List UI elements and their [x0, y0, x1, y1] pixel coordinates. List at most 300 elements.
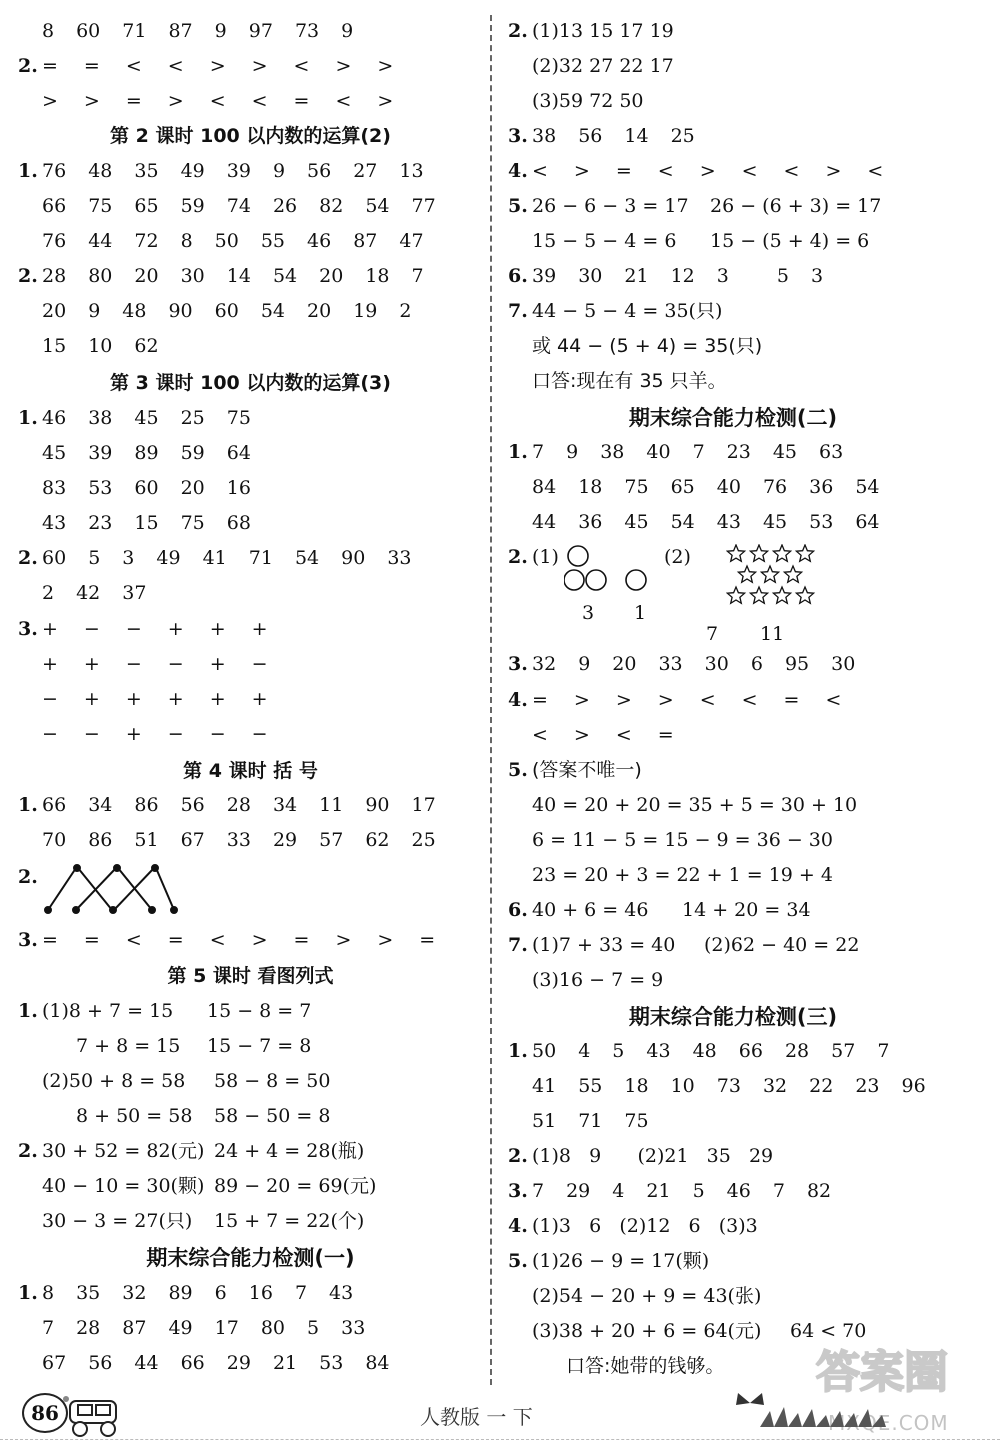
answer-value: −	[42, 723, 58, 745]
answer-value: −	[251, 653, 268, 675]
answer-value: 72	[134, 230, 159, 252]
answer-value: =	[657, 724, 674, 746]
section-heading: 第 5 课时 看图列式	[167, 965, 334, 987]
footer-rule	[0, 1439, 1000, 1440]
answer-value: −	[125, 653, 142, 675]
answer-row	[18, 994, 311, 1029]
answer-row	[18, 401, 273, 436]
answer-value: 87	[122, 1317, 147, 1339]
star-icon	[727, 587, 744, 603]
answer-value: 48	[692, 1040, 717, 1062]
answer-value: 59	[180, 442, 205, 464]
answer-row	[18, 1311, 387, 1346]
equation: (2)50 + 8 = 58	[42, 1070, 186, 1092]
answer-value: 19	[353, 300, 378, 322]
answer-value: −	[167, 723, 184, 745]
answer-value: 46	[42, 407, 67, 429]
answer-value: 6	[750, 653, 763, 675]
answer-value: 16	[248, 1282, 273, 1304]
answer-value: +	[209, 618, 226, 640]
answer-value: 30	[578, 265, 603, 287]
answer-row	[508, 647, 877, 682]
answer-value: 32	[762, 1075, 788, 1097]
answer-value: 7	[772, 1180, 785, 1202]
answer-row	[18, 189, 458, 224]
equation: (1)26 − 9 = 17(颗)	[532, 1250, 710, 1272]
answer-value: 45	[624, 511, 649, 533]
answer-row	[18, 647, 294, 682]
answer-value: 90	[341, 547, 366, 569]
answer-value: 65	[134, 195, 159, 217]
answer-row	[508, 470, 902, 505]
answer-value: 60	[76, 20, 101, 42]
answer-value: 18	[365, 265, 390, 287]
equation: 40 = 20 + 20 = 35 + 5 = 30 + 10	[532, 794, 858, 816]
equation: 26 − 6 − 3 = 17	[532, 195, 689, 217]
answer-value: 29	[226, 1352, 251, 1374]
answer-value: 23	[855, 1075, 880, 1097]
equation: (3)38 + 20 + 6 = 64(元)	[532, 1320, 762, 1342]
answer-row	[508, 154, 909, 189]
answer-value: 7	[877, 1040, 890, 1062]
answer-value: 7	[411, 265, 424, 287]
matching-lines-diagram	[40, 860, 190, 920]
equation: 23 = 20 + 3 = 22 + 1 = 19 + 4	[532, 864, 833, 886]
answer-value: 76	[42, 160, 67, 182]
answer-value: 20	[612, 653, 637, 675]
equation: 58 − 50 = 8	[214, 1105, 331, 1127]
answer-value: >	[825, 160, 842, 182]
answer-value: 43	[716, 511, 741, 533]
column-divider	[490, 15, 492, 1385]
answer-value: 7	[42, 1317, 55, 1339]
answer-value: +	[251, 618, 268, 640]
answer-row	[508, 718, 700, 753]
question-number: 7.	[508, 300, 528, 322]
answer-value: 70	[42, 829, 67, 851]
answer-row	[508, 1139, 773, 1174]
answer-value: 76	[762, 476, 788, 498]
answer-row	[18, 612, 294, 647]
question-number: 2.	[18, 265, 38, 287]
answer-value: 7	[706, 623, 719, 645]
answer-value: 45	[772, 441, 798, 463]
answer-value: 46	[307, 230, 332, 252]
answer-value: 14	[226, 265, 251, 287]
question-number: 2.	[508, 20, 528, 42]
answer-value: 87	[353, 230, 378, 252]
answer-value: =	[125, 90, 142, 112]
comparison: 64 < 70	[790, 1320, 867, 1342]
answer-value: 16	[226, 477, 251, 499]
answer-value: =	[83, 55, 100, 77]
equation: (3)16 − 7 = 9	[532, 969, 664, 991]
answer-value: 33	[341, 1317, 366, 1339]
answer-row	[664, 540, 691, 575]
answer-text: (1)3 6 (2)12 6 (3)3	[532, 1215, 758, 1237]
answer-row	[508, 540, 559, 575]
answer-value: 21	[272, 1352, 298, 1374]
answer-value: 27	[353, 160, 378, 182]
equation: (2)62 − 40 = 22	[704, 934, 860, 956]
answer-value: 9	[566, 441, 579, 463]
question-number: 6.	[508, 899, 528, 921]
question-number: 2.	[18, 547, 38, 569]
oral-answer: 口答:现在有 35 只羊。	[532, 370, 727, 392]
star-icon	[761, 566, 778, 582]
answer-row	[18, 1204, 364, 1239]
answer-value: =	[42, 55, 58, 77]
answer-value: 13	[399, 160, 424, 182]
answer-value: 68	[226, 512, 251, 534]
answer-value: −	[42, 688, 58, 710]
answer-value: 20	[42, 300, 67, 322]
equation: 或 44 − (5 + 4) = 35(只)	[532, 335, 763, 357]
equation: 15 − 5 − 4 = 6	[532, 230, 677, 252]
answer-value: 15	[134, 512, 159, 534]
oral-answer: 口答:她带的钱够。	[566, 1355, 725, 1377]
answer-value: 2	[42, 582, 55, 604]
answer-value: >	[615, 689, 632, 711]
answer-value: 23	[88, 512, 113, 534]
answer-value: 38	[88, 407, 113, 429]
answer-value: 71	[578, 1110, 603, 1132]
answer-value: 25	[180, 407, 205, 429]
equation: 15 + 7 = 22(个)	[214, 1210, 365, 1232]
answer-row	[508, 1349, 724, 1384]
watermark-site-text: MXQE.COM	[828, 1411, 949, 1435]
answer-value: −	[167, 653, 184, 675]
star-icon	[727, 545, 744, 561]
answer-value: <	[741, 689, 758, 711]
answer-value: 18	[578, 476, 603, 498]
answer-value: 4	[612, 1180, 625, 1202]
answer-row	[18, 1134, 364, 1169]
star-icon	[796, 587, 813, 603]
answer-value: −	[83, 723, 100, 745]
answer-value: >	[573, 160, 590, 182]
answer-value: 20	[319, 265, 344, 287]
answer-value: =	[419, 929, 436, 951]
question-number: 1.	[18, 160, 38, 182]
answer-value: >	[335, 929, 352, 951]
answer-value: 50	[214, 230, 239, 252]
answer-value: 8	[42, 1282, 55, 1304]
answer-value: 30	[704, 653, 729, 675]
question-number: 2.	[18, 1140, 38, 1162]
answer-value: 7	[532, 1180, 545, 1202]
answer-value: <	[825, 689, 842, 711]
answer-value: +	[83, 653, 100, 675]
answer-value: 49	[180, 160, 205, 182]
answer-value: 39	[88, 442, 113, 464]
answer-value: 36	[809, 476, 834, 498]
answer-row	[508, 1244, 709, 1279]
answer-value: +	[42, 653, 58, 675]
question-number: 3.	[508, 653, 528, 675]
answer-value: +	[83, 688, 100, 710]
question-number: 4.	[508, 689, 528, 711]
answer-value: 53	[809, 511, 834, 533]
question-number: 3.	[508, 125, 528, 147]
answer-value: 43	[329, 1282, 354, 1304]
answer-text: (2)32 27 22 17	[532, 55, 674, 77]
answer-value: 73	[716, 1075, 741, 1097]
answer-value: >	[167, 90, 184, 112]
answer-value: 37	[122, 582, 147, 604]
answer-value: 44	[532, 511, 557, 533]
answer-row	[508, 84, 644, 119]
answer-value: 10	[670, 1075, 695, 1097]
equation: 26 − (6 + 3) = 17	[710, 195, 882, 217]
answer-value: =	[293, 90, 310, 112]
answer-value: =	[293, 929, 310, 951]
answer-value: 89	[134, 442, 159, 464]
answer-value: 84	[365, 1352, 390, 1374]
answer-value: <	[741, 160, 758, 182]
answer-value: 56	[578, 125, 603, 147]
answer-value: 73	[294, 20, 320, 42]
answer-row	[18, 1276, 375, 1311]
answer-value: 3	[716, 265, 729, 287]
circles-figure	[564, 544, 654, 594]
answer-value: 66	[738, 1040, 763, 1062]
answer-value: 15	[42, 335, 67, 357]
answer-value: >	[42, 90, 58, 112]
answer-row	[18, 1346, 412, 1381]
answer-value: 57	[319, 829, 344, 851]
answer-value: <	[615, 724, 632, 746]
question-number: 4.	[508, 1215, 528, 1237]
answer-value: =	[42, 929, 58, 951]
answer-value: 29	[566, 1180, 591, 1202]
footer-text: 人教版 一 下	[420, 1405, 533, 1429]
section-heading: 第 4 课时 括 号	[183, 760, 318, 782]
question-number: 1.	[508, 1040, 528, 1062]
equation: 40 − 10 = 30(颗)	[42, 1175, 205, 1197]
answer-value: +	[209, 688, 226, 710]
question-number: 2.	[508, 546, 528, 568]
answer-value: +	[167, 688, 184, 710]
question-number: 2.	[18, 55, 38, 77]
answer-value: 32	[122, 1282, 147, 1304]
answer-row	[18, 682, 294, 717]
answer-value: 60	[214, 300, 239, 322]
answer-value: <	[532, 160, 548, 182]
answer-value: 42	[76, 582, 101, 604]
answer-row	[508, 1174, 853, 1209]
question-number: 1.	[18, 407, 38, 429]
answer-row	[508, 1104, 671, 1139]
answer-value: 56	[180, 794, 205, 816]
answer-value: 34	[88, 794, 113, 816]
answer-value: 14	[624, 125, 649, 147]
answer-value: 51	[134, 829, 159, 851]
answer-row	[18, 576, 168, 611]
answer-row	[508, 189, 881, 224]
answer-row	[18, 436, 273, 471]
answer-row	[508, 49, 674, 84]
answer-value: 18	[624, 1075, 649, 1097]
answer-value: 46	[726, 1180, 751, 1202]
answer-value: 84	[532, 476, 557, 498]
answer-value: 66	[42, 794, 67, 816]
answer-value: 86	[88, 829, 113, 851]
answer-row	[508, 1279, 761, 1314]
answer-text: (3)59 72 50	[532, 90, 644, 112]
answer-row	[508, 1209, 758, 1244]
answer-value: 40	[716, 476, 741, 498]
answer-value: 62	[134, 335, 159, 357]
answer-row	[18, 1029, 311, 1064]
answer-value: 10	[88, 335, 113, 357]
star-icon	[796, 545, 813, 561]
answer-value: 2	[399, 300, 412, 322]
answer-value: +	[125, 688, 142, 710]
car-icon	[60, 1393, 132, 1441]
answer-value: 9	[272, 160, 286, 182]
equation: 7 + 8 = 15	[76, 1035, 181, 1057]
answer-value: 66	[180, 1352, 205, 1374]
answer-value: −	[125, 618, 142, 640]
answer-value: 67	[180, 829, 205, 851]
answer-value: 75	[226, 407, 251, 429]
answer-text: (1)8 9 (2)21 35 29	[532, 1145, 774, 1167]
answer-value: 3	[810, 265, 824, 287]
answer-value: 3	[582, 602, 595, 624]
answer-value: =	[167, 929, 184, 951]
answer-value: 8	[42, 20, 55, 42]
answer-row	[508, 893, 811, 928]
answer-value: 95	[784, 653, 810, 675]
answer-value: 60	[134, 477, 159, 499]
answer-row	[18, 506, 273, 541]
answer-value: 80	[260, 1317, 286, 1339]
answer-value: 26	[272, 195, 298, 217]
equation: 30 + 52 = 82(元)	[42, 1140, 205, 1162]
answer-value: 41	[532, 1075, 557, 1097]
equation: 15 − (5 + 4) = 6	[710, 230, 870, 252]
answer-value: 59	[180, 195, 205, 217]
answer-row	[508, 753, 642, 788]
answer-value: <	[783, 160, 800, 182]
sub-question-label: (2)	[664, 546, 691, 568]
answer-value: 21	[624, 265, 649, 287]
answer-value: 25	[670, 125, 695, 147]
answer-row	[18, 1099, 330, 1134]
answer-value: 53	[319, 1352, 344, 1374]
answer-value: 20	[307, 300, 332, 322]
answer-value: 12	[670, 265, 695, 287]
answer-row	[508, 823, 833, 858]
answer-text: (1)13 15 17 19	[532, 20, 674, 42]
answer-value: <	[209, 929, 226, 951]
answer-value: 54	[272, 265, 298, 287]
answer-value: 76	[42, 230, 67, 252]
answer-row	[18, 154, 446, 189]
question-number: 6.	[508, 265, 528, 287]
answer-value: 34	[272, 794, 298, 816]
answer-value: >	[573, 689, 590, 711]
answer-value: +	[251, 688, 268, 710]
answer-value: 45	[762, 511, 788, 533]
answer-row	[18, 860, 42, 895]
answer-value: 54	[260, 300, 286, 322]
answer-value: 6	[214, 1282, 227, 1304]
answer-value: −	[209, 723, 226, 745]
page-number: 86	[22, 1393, 68, 1433]
equation: 30 − 3 = 27(只)	[42, 1210, 193, 1232]
answer-value: 4	[578, 1040, 591, 1062]
answer-value: 32	[532, 653, 557, 675]
section-heading: 第 3 课时 100 以内数的运算(3)	[110, 372, 391, 394]
answer-value: 48	[88, 160, 113, 182]
answer-value: 55	[260, 230, 286, 252]
answer-value: 8	[180, 230, 193, 252]
answer-value: 54	[855, 476, 880, 498]
answer-row	[508, 858, 833, 893]
page-footer	[0, 1385, 1000, 1449]
answer-value: +	[125, 723, 142, 745]
answer-value: >	[251, 929, 268, 951]
answer-row	[18, 294, 434, 329]
answer-value: 67	[42, 1352, 67, 1374]
answer-value: 20	[134, 265, 159, 287]
answer-value: >	[83, 90, 100, 112]
equation: 58 − 8 = 50	[214, 1070, 331, 1092]
answer-row	[508, 119, 717, 154]
question-number: 5.	[508, 195, 528, 217]
question-number: 4.	[508, 160, 528, 182]
answer-value: 89	[168, 1282, 193, 1304]
answer-value: 47	[399, 230, 424, 252]
answer-value: 49	[156, 547, 181, 569]
equation: 8 + 50 = 58	[76, 1105, 193, 1127]
answer-value: 41	[202, 547, 227, 569]
answer-value: 1	[634, 602, 647, 624]
answer-row	[18, 1169, 376, 1204]
answer-row	[18, 717, 294, 752]
answer-value: 54	[365, 195, 390, 217]
answer-row	[18, 224, 446, 259]
answer-value: 23	[726, 441, 751, 463]
answer-row	[18, 84, 419, 119]
answer-value: 87	[168, 20, 193, 42]
answer-row	[508, 1069, 948, 1104]
question-number: 5.	[508, 759, 528, 781]
equation: (1)7 + 33 = 40	[532, 934, 676, 956]
sub-question-label: (1)	[532, 546, 559, 568]
answer-value: 75	[624, 1110, 649, 1132]
question-number: 1.	[18, 794, 38, 816]
answer-row	[18, 541, 434, 576]
equation: (1)8 + 7 = 15	[42, 1000, 174, 1022]
answer-value: >	[209, 55, 226, 77]
answer-value: 39	[532, 265, 557, 287]
answer-row	[508, 505, 902, 540]
answer-value: 28	[42, 265, 67, 287]
answer-value: 57	[831, 1040, 856, 1062]
answer-value: 80	[88, 265, 113, 287]
answer-value: 71	[248, 547, 273, 569]
answer-value: 28	[784, 1040, 810, 1062]
question-number: 2.	[508, 1145, 528, 1167]
answer-value: <	[699, 689, 716, 711]
answer-row	[508, 224, 869, 259]
answer-value: >	[657, 689, 674, 711]
answer-value: <	[335, 90, 352, 112]
answer-value: >	[377, 55, 394, 77]
